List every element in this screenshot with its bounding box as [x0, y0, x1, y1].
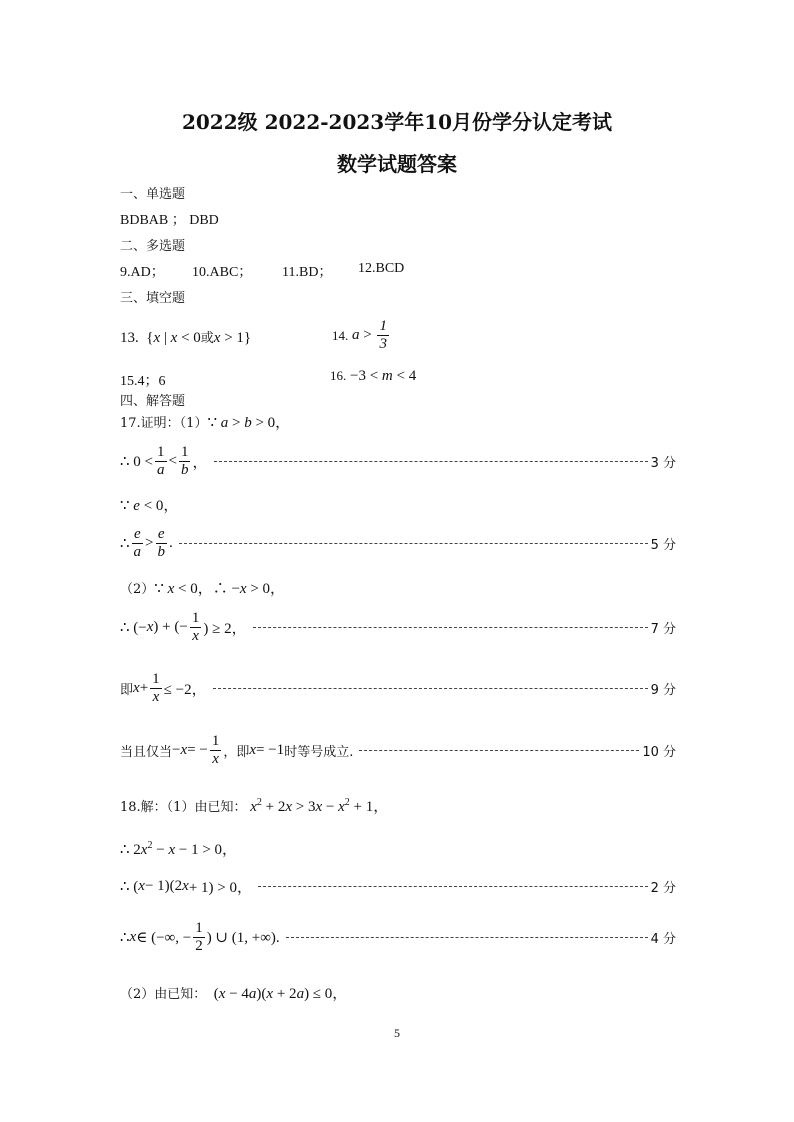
page-number: 5	[394, 1026, 400, 1040]
q17-intro-label: 17.证明：（1）	[120, 416, 208, 431]
q18-part2: （2）由已知： (x − 4a)(x + 2a) ≤ 0，	[120, 986, 348, 1002]
q17-intro: 17.证明：（1）∵ a > b > 0，	[120, 415, 291, 431]
multi-choice-q9: 9.AD；	[120, 265, 165, 280]
q13-number: 13.	[120, 330, 139, 346]
q17-step2: ∵ e < 0，	[120, 498, 179, 514]
multi-choice-q12: 12.BCD	[358, 261, 405, 276]
q18-intro-label: 18.解：（1）由已知：	[120, 800, 247, 815]
section-fill-blank: 三、填空题	[120, 291, 186, 306]
q18-score-2: 4 分	[650, 932, 676, 947]
q17-equality-suffix: 时等号成立.	[284, 745, 354, 760]
q17-part2: （2）∵ x < 0，∴ −x > 0，	[120, 581, 286, 597]
q18-step3: ∴ x ∈ (−∞, − $\frac{1}{2}$ ) ∪ (1, +∞). 4 分	[120, 920, 676, 954]
q18-score-1: 2 分	[650, 881, 676, 896]
q17-step4: ∴ (− x ) + (− $\frac{1}{x}$ ) ≥ 2， 7 分	[120, 610, 676, 644]
q17-score-2: 5 分	[650, 538, 676, 553]
section-multi-choice: 二、多选题	[120, 239, 186, 254]
q17-step3: ∴ $\frac{e}{a}$ > $\frac{e}{b}$ . 5 分	[120, 526, 676, 560]
fill-q14: 14. a > $\frac{1}{3}$	[332, 318, 387, 352]
q17-score-4: 9 分	[650, 683, 676, 698]
q17-step5: 即 x + $\frac{1}{x}$ ≤ −2， 9 分	[120, 671, 676, 705]
q14-number: 14.	[332, 327, 349, 343]
q17-equality-mid: ，即	[223, 745, 250, 760]
fill-q15: 15.4；6	[120, 374, 166, 389]
q17-score-5: 10 分	[642, 745, 676, 760]
q17-score-3: 7 分	[650, 622, 676, 637]
section-single-choice: 一、单选题	[120, 187, 186, 202]
q17-step6: 当且仅当 − x = − $\frac{1}{x}$ ，即 x = −1 时等号成立. 10 分	[120, 733, 676, 767]
section-solutions: 四、解答题	[120, 394, 186, 409]
multi-choice-q11: 11.BD；	[282, 265, 333, 280]
q18-step1: ∴ $2x^2 - x - 1 > 0$，	[120, 840, 238, 858]
q18-intro: 18.解：（1）由已知： $x^2 + 2x > 3x - x^2 + 1$，	[120, 797, 389, 815]
multi-choice-q10: 10.ABC；	[192, 265, 253, 280]
q17-part2-label: （2）	[120, 582, 155, 597]
q17-score-1: 3 分	[650, 456, 676, 471]
page-subtitle: 数学试题答案	[337, 152, 457, 176]
q17-step1: ∴ 0 < $\frac{1}{a}$ < $\frac{1}{b}$ ， 3 分	[120, 444, 676, 478]
q17-equality-prefix: 当且仅当	[120, 745, 173, 760]
q18-step2: ∴ ( x − 1)(2 x + 1) > 0， 2 分	[120, 878, 676, 896]
q18-part2-label: （2）由已知：	[120, 987, 207, 1002]
page-title: 2022级 2022-2023学年10月份学分认定考试	[181, 110, 613, 134]
q17-note-prefix: 即	[120, 683, 134, 698]
fill-q13: 13. {x | x < 0或x > 1}	[120, 330, 252, 346]
fill-q16: 16. −3 < m < 4	[330, 368, 417, 384]
single-choice-answers: BDBAB ； DBD	[120, 213, 219, 228]
q16-number: 16.	[330, 368, 347, 383]
q13-or-word: 或	[200, 331, 214, 346]
